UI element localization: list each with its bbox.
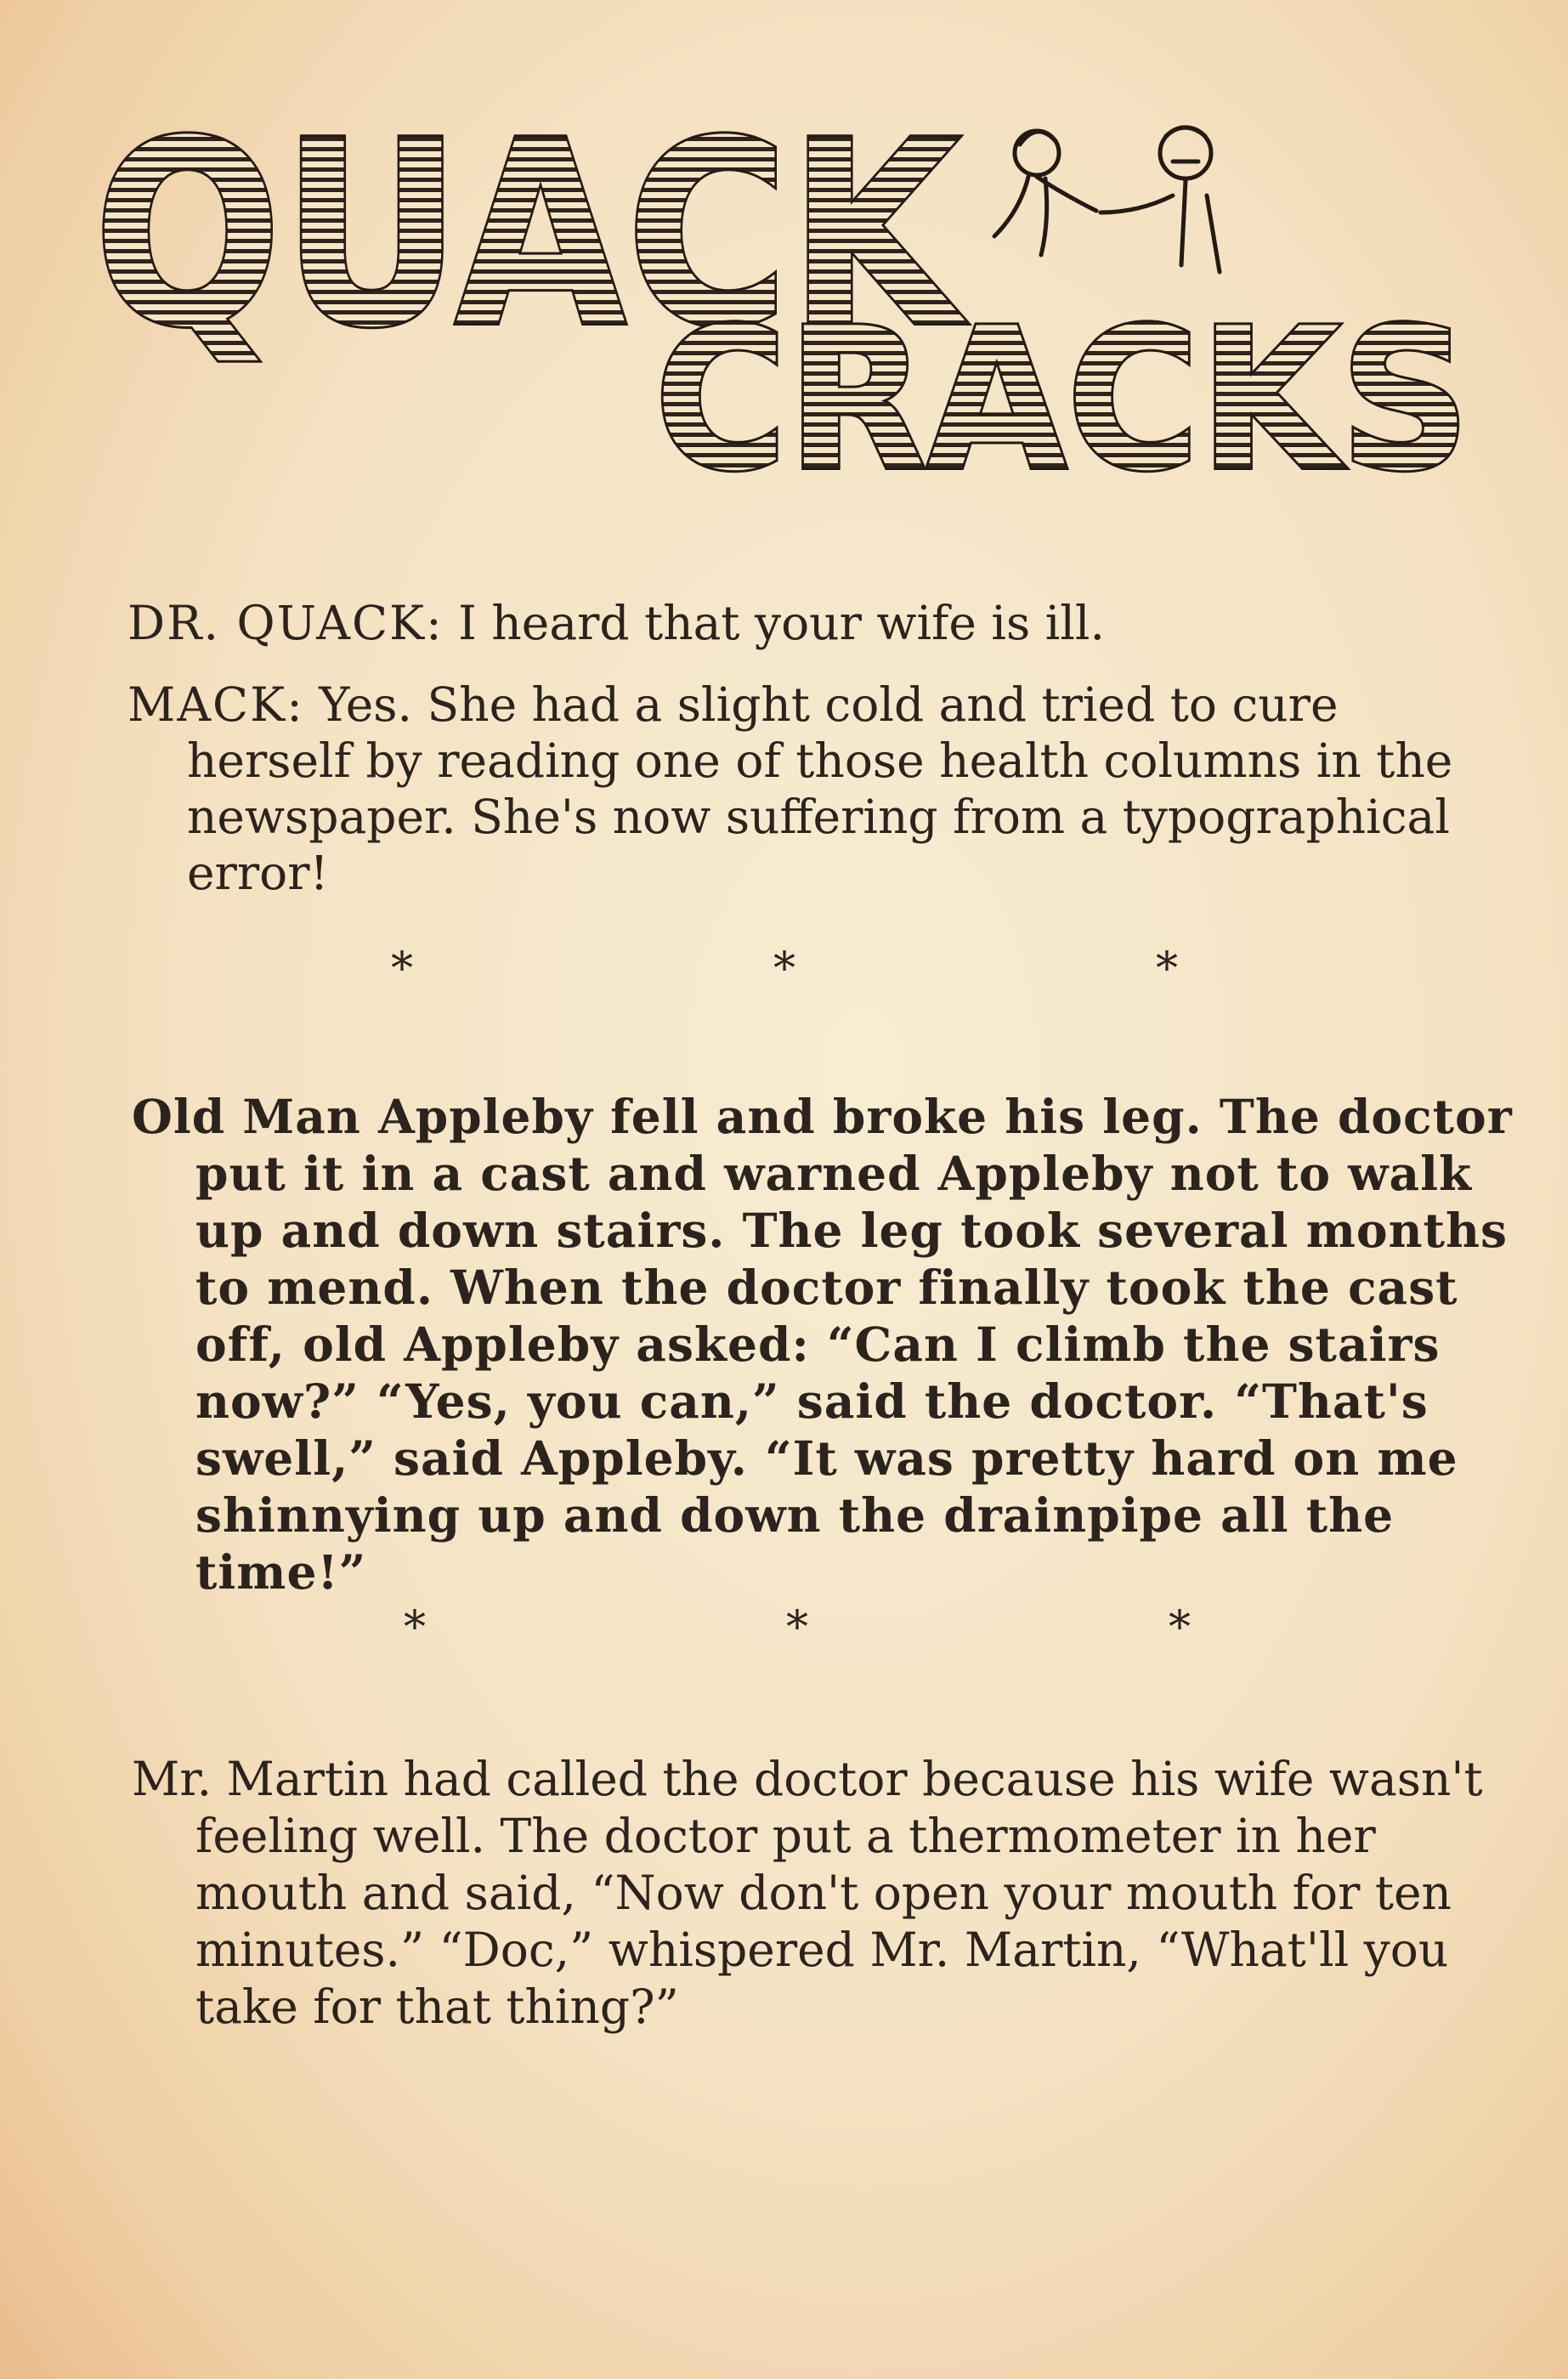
separator-star: * <box>1156 943 1178 994</box>
dialogue-text: I heard that your wife is ill. <box>458 596 1105 650</box>
dialogue-line-dr-quack <box>127 595 1462 651</box>
joke-appleby: Old Man Appleby fell and broke his leg. The doctor put it in a cast and warned Appleby not to walk up and down stairs. The leg took several months to mend. When the doctor finally took the cast off, old Appleby asked: “Can I climb the stairs now?” “Yes, you can,” said the doctor. “That's swell,” said Appleby. “It was pretty hard on me shinnying up and down the drainpipe all the time!” <box>132 1089 1513 1600</box>
joke-martin: Mr. Martin had called the doctor because his wife wasn't feeling well. The doctor put a thermometer in her mouth and said, “Now don't open your mouth for ten minutes.” “Doc,” whispered Mr. Martin, “What'll you take for that thing?” <box>132 1752 1483 2034</box>
separator-stars <box>0 943 1568 1003</box>
separator-star: * <box>786 1602 808 1653</box>
separator-star: * <box>404 1602 426 1653</box>
speaker-label: DR. QUACK: <box>127 596 444 650</box>
dialogue-block <box>127 595 1462 926</box>
speaker-label: MACK: <box>127 677 304 732</box>
separator-stars <box>0 1602 1568 1662</box>
dialogue-line-mack <box>127 677 1462 901</box>
dialogue-text: Yes. She had a slight cold and tried to cure herself by reading one of those health columns in the newspaper. She's now suffering from a typographical error! <box>187 677 1453 900</box>
separator-star: * <box>1169 1602 1191 1653</box>
title-cracks: CRACKS <box>654 287 1470 484</box>
masthead-art <box>93 110 1487 484</box>
separator-star: * <box>391 943 413 994</box>
separator-star: * <box>773 943 795 994</box>
doctor-patient-illustration-icon <box>994 127 1220 272</box>
masthead <box>93 110 1487 484</box>
title-quack: QUACK <box>93 110 969 383</box>
